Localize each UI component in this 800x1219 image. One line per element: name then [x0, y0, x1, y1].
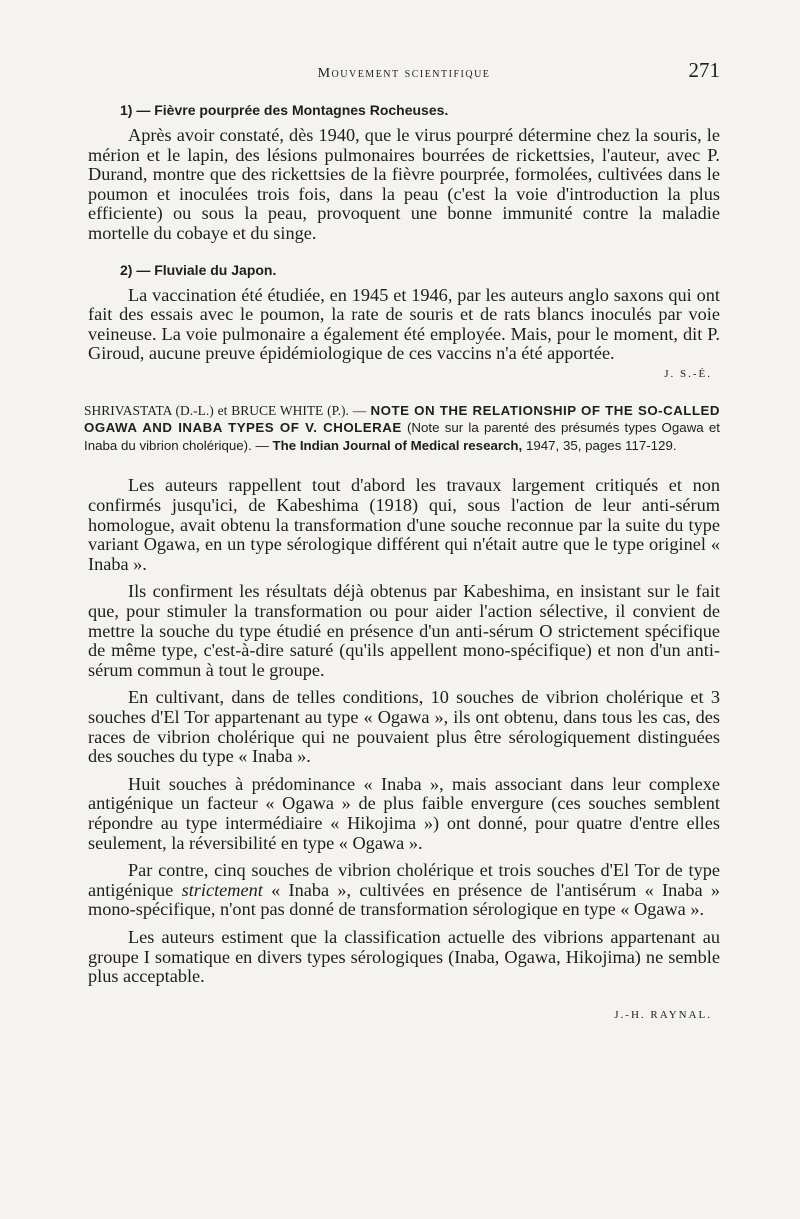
section-heading-1: 1) — Fièvre pourprée des Montagnes Rocheuses. [120, 102, 449, 118]
paragraph-5-start: Par contre, cinq souches de vibrion cholérique et trois souches d'El Tor de type antigénique [88, 860, 720, 900]
journal-page [84, 58, 721, 1021]
running-head [88, 58, 720, 86]
article-signature: J.-H. RAYNAL. [614, 1008, 712, 1021]
article-journal: The Indian Journal of Medical research, [272, 437, 523, 453]
section-2-paragraph: La vaccination été étudiée, en 1945 et 1946, par les auteurs anglo saxons qui ont fait des essais avec le poumon, la rate de souris et de rats blancs inoculés par voie veineuse. La voie pulmonaire a également été employée. Mais, pour le moment, dit P. Giroud, aucune preuve épidémiologique de ces vaccins n'a été apportée. [88, 284, 720, 364]
article-body [88, 476, 720, 986]
article-authors: SHRIVASTATA (D.-L.) et BRUCE WHITE (P.). — [84, 402, 367, 418]
section-heading-2: 2) — Fluviale du Japon. [120, 261, 277, 278]
paragraph-5-end: « Inaba », cultivées en présence de l'antisérum « Inaba » mono-spécifique, n'ont pas donné de transformation sérologique en type « Ogawa ». [88, 879, 721, 920]
page-number: 271 [688, 58, 720, 82]
article-citation: 1947, 35, pages 117-129. [525, 437, 677, 453]
article-header [84, 402, 720, 455]
article-translation: (Note sur la parenté des présumés types Ogawa et Inaba du vibrion cholérique). — [84, 420, 721, 453]
article-title: NOTE ON THE RELATIONSHIP OF THE SO-CALLED OGAWA AND INABA TYPES OF V. CHOLERAE [84, 402, 721, 436]
article-paragraph-6: Les auteurs estiment que la classification actuelle des vibrions appartenant au groupe I somatique en divers types sérologiques (Inaba, Ogawa, Hikojima) ne semble plus acceptable. [88, 926, 720, 987]
article-paragraph-2: Ils confirment les résultats déjà obtenus par Kabeshima, en insistant sur le fait que, pour stimuler la transformation ou pour aider l'action sélective, il convient de mettre la souche du type étudié en présence d'un anti-sérum O strictement spécifique de même type, c'est-à-dire saturé (qu'ils appellent mono-spécifique) et non d'un anti-sérum commun à tout le groupe. [88, 581, 720, 680]
article-paragraph-1: Les auteurs rappellent tout d'abord les travaux largement critiqués et non confirmés jusqu'ici, de Kabeshima (1918) qui, sous l'action de leur anti-sérum homologue, avait obtenu la transformation d'une souche reconnue par la suite du type variant Ogawa, en un type sérologique différent qui n'était autre que le type originel « Inaba ». [88, 475, 720, 574]
article-paragraph-3: En cultivant, dans de telles conditions, 10 souches de vibrion cholérique et 3 souches d'El Tor appartenant au type « Ogawa », ils ont obtenu, dans tous les cas, des races de vibrion cholérique qui ne pouvaient plus être sérologiquement distinguées des souches du type « Inaba ». [88, 687, 720, 767]
paragraph-5-emphasis: strictement [181, 879, 263, 900]
article-paragraph-5 [88, 861, 720, 920]
article-paragraph-4: Huit souches à prédominance « Inaba », mais associant dans leur complexe antigénique un facteur « Ogawa » de plus faible envergure (ces souches semblent répondre au type intermédiaire « Hikojima ») ont donné, pour quatre d'entre elles seulement, la réversibilité en type « Ogawa ». [88, 773, 720, 853]
running-title: Mouvement scientifique [317, 66, 491, 81]
section-1-paragraph: Après avoir constaté, dès 1940, que le virus pourpré détermine chez la souris, le mérion et le lapin, des lésions pulmonaires bourrées de rickettsies, l'auteur, avec P. Durand, montre que des rickettsies de la fièvre pourprée, formolées, cultivées dans le poumon et inoculées trois fois, dans la peau (c'est la voie d'introduction la plus efficiente) ou sous la peau, provoquent une bonne immunité contre la maladie mortelle du cobaye et du singe. [88, 125, 720, 243]
section-2-signature: J. S.-É. [664, 367, 712, 380]
